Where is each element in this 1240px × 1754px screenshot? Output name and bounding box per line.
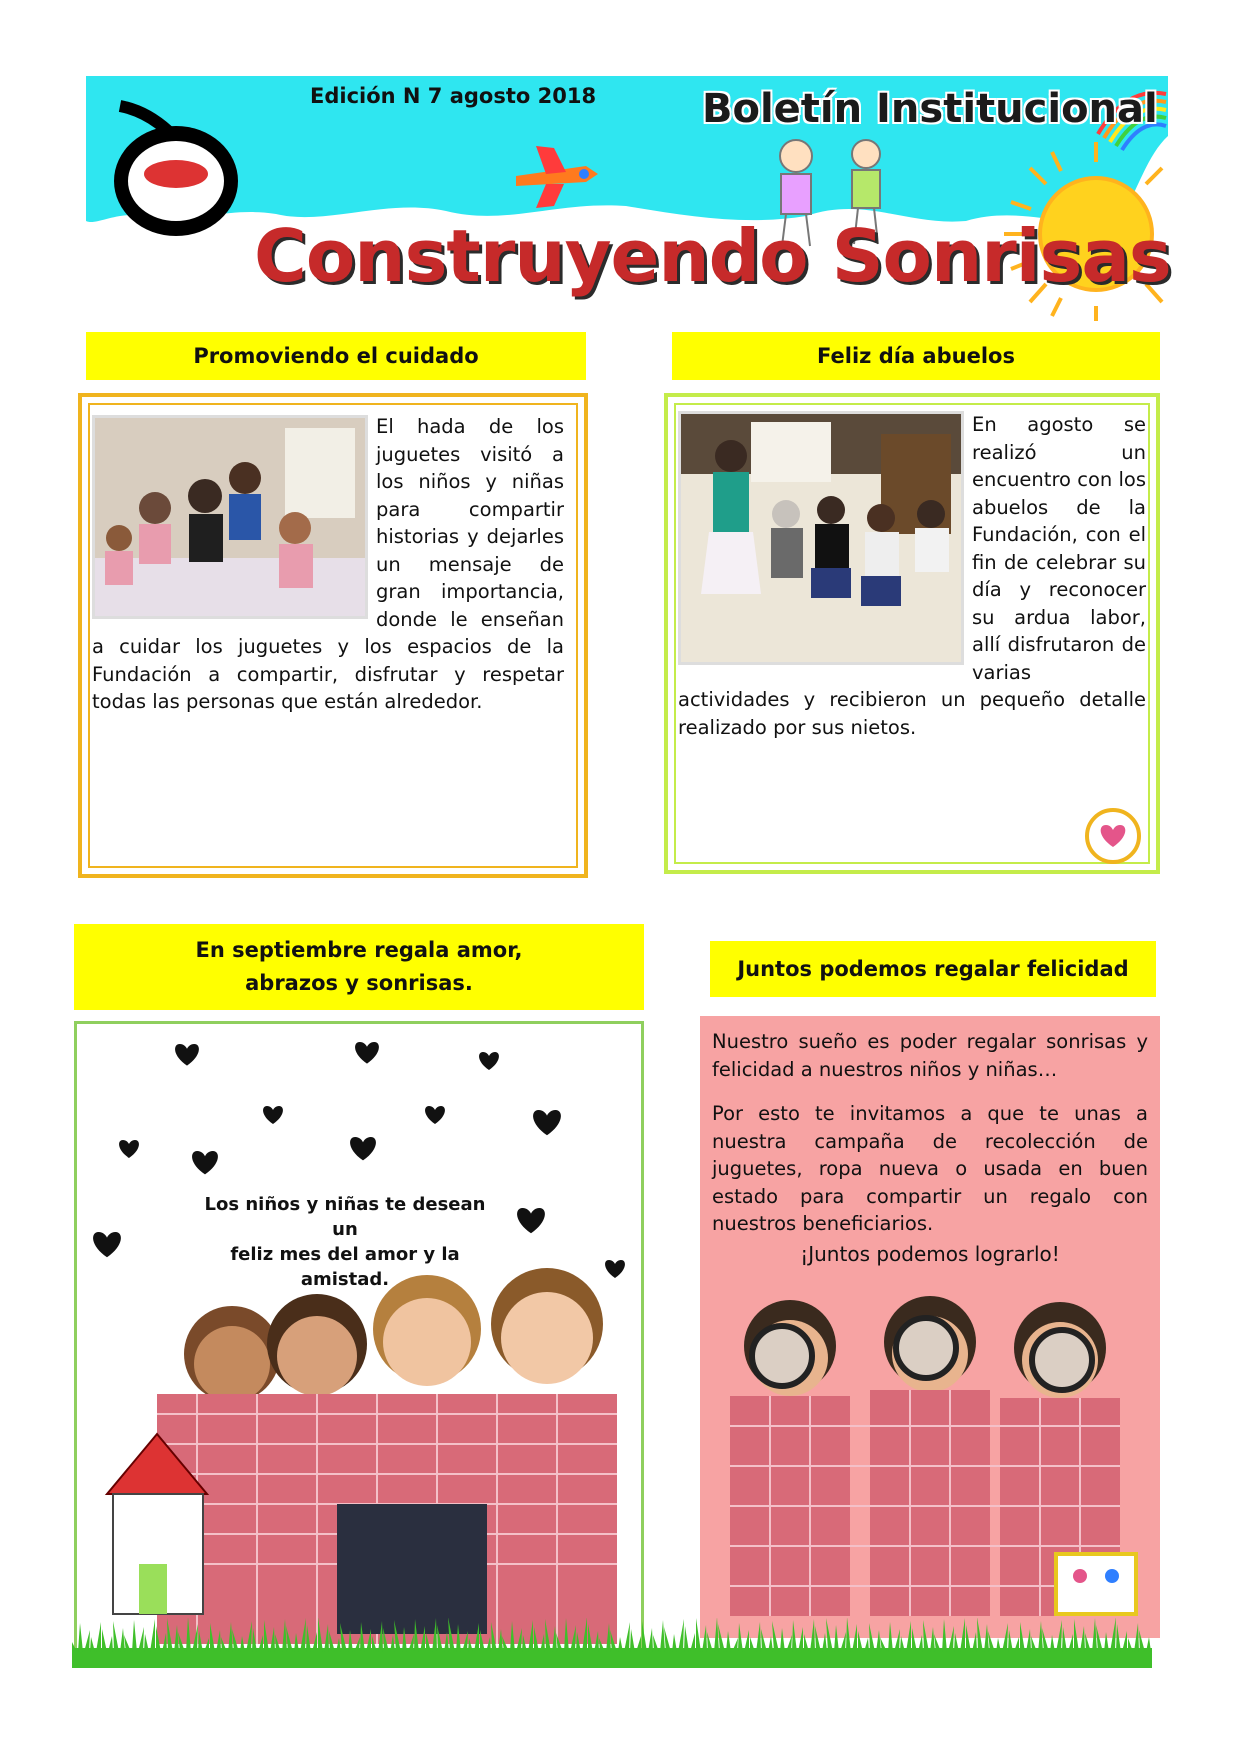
article-grandparents-text [678, 411, 1146, 741]
grass-blade [306, 1625, 311, 1652]
heading-line-1: En septiembre regala amor, [195, 938, 523, 963]
grass-blade [738, 1623, 743, 1652]
grass-blade [192, 1624, 198, 1652]
grass-blade [826, 1618, 833, 1652]
grass-blade [336, 1638, 341, 1652]
grass-blade [588, 1624, 593, 1652]
grass-blade [540, 1634, 545, 1652]
grass-blade [426, 1633, 431, 1652]
grass-blade [846, 1618, 851, 1652]
grass-blade [660, 1620, 665, 1652]
grass-blade [960, 1618, 965, 1652]
grass-blade [240, 1636, 245, 1652]
grass-blade [894, 1629, 900, 1652]
grass-blade [246, 1621, 252, 1652]
grass-blade [684, 1626, 689, 1652]
grass-blade [906, 1621, 911, 1652]
grass-blade [275, 1634, 281, 1652]
grass-blade [318, 1618, 323, 1652]
grass-blade [1056, 1620, 1062, 1652]
grass-blade [186, 1618, 191, 1652]
grass-blade [696, 1618, 701, 1652]
section-heading-together: Juntos podemos regalar felicidad [710, 941, 1156, 997]
grass-blade [252, 1628, 257, 1652]
grass-blade [448, 1618, 455, 1652]
grass-blade [984, 1624, 989, 1652]
grass-blade [174, 1625, 179, 1652]
message-line-2: feliz mes del amor y la amistad. [230, 1244, 460, 1290]
grass-blade [923, 1620, 929, 1652]
grass-blade [761, 1629, 767, 1652]
grass-blade [437, 1625, 443, 1652]
grass-blade [780, 1628, 785, 1652]
grass-blade [1038, 1621, 1043, 1652]
grass-blade [528, 1620, 533, 1652]
grass-blade [408, 1634, 414, 1652]
grass-blade [864, 1638, 869, 1652]
grass-blade [383, 1628, 389, 1652]
grass-blade [618, 1637, 623, 1652]
article-grandparents-paragraph: En agosto se realizó un encuentro con los abuelos de la Fundación, con el fin de celebrar su día y reconocer su ardua labor, allí disfrutaron de varias actividades y recibieron un pequeño detalle realizado por sus nietos. [678, 413, 1146, 739]
grass-blade [132, 1620, 137, 1652]
grass-blade [432, 1618, 437, 1652]
heading-line-2: abrazos y sonrisas. [245, 971, 473, 995]
grass-blade [1074, 1619, 1079, 1652]
grass-blade [210, 1623, 215, 1652]
grass-blade [1008, 1630, 1013, 1652]
magnifier-kids-photo [700, 1286, 1160, 1638]
grass-blade [954, 1633, 959, 1652]
together-panel [700, 1016, 1160, 1638]
grass-blade [768, 1636, 773, 1652]
grass-blade [216, 1630, 221, 1652]
photo-spacer [678, 411, 960, 673]
grass-blade [366, 1629, 371, 1652]
grass-blade [732, 1638, 738, 1652]
grass-blade [714, 1618, 719, 1652]
grass-blade [582, 1618, 587, 1652]
grass-blade [570, 1625, 576, 1652]
grass-blade [792, 1620, 797, 1652]
grass-blade [1096, 1625, 1103, 1652]
grass-blade [552, 1626, 557, 1652]
grass-blade [690, 1633, 695, 1652]
grass-blade [1031, 1636, 1037, 1652]
grass-blade [1128, 1638, 1133, 1652]
grass-blade [1020, 1622, 1025, 1652]
grass-blade [294, 1633, 299, 1652]
grass-blade [972, 1632, 977, 1652]
grass-blade [394, 1620, 401, 1652]
grass-blade [510, 1621, 515, 1652]
grass-blade [576, 1632, 581, 1652]
grass-blade [718, 1624, 725, 1652]
grass-blade [876, 1630, 881, 1652]
grass-blade [822, 1633, 827, 1652]
edition-label: Edición N 7 agosto 2018 [310, 84, 597, 108]
grass-blade [162, 1633, 167, 1652]
grass-blade [498, 1629, 503, 1652]
grass-blade [90, 1637, 95, 1652]
grass-blade [702, 1625, 707, 1652]
grass-blade [1014, 1637, 1019, 1652]
grass-blade [113, 1621, 119, 1652]
grass-blade [678, 1619, 684, 1652]
grass-blade [444, 1632, 449, 1652]
grass-blade [756, 1622, 761, 1652]
grass-blade [1134, 1623, 1139, 1652]
grass-blade [1085, 1633, 1091, 1652]
together-paragraph-1: Nuestro sueño es poder regalar sonrisas y felicidad a nuestros niños y niñas… [712, 1030, 1148, 1081]
grass-blade [108, 1636, 113, 1652]
september-panel [74, 1021, 644, 1653]
section-heading-care: Promoviendo el cuidado [86, 332, 586, 380]
grass-blade [534, 1627, 539, 1652]
grass-blade [948, 1626, 954, 1652]
september-message [195, 1192, 495, 1292]
page-title: Construyendo Sonrisas [254, 214, 1171, 298]
article-care-text [92, 413, 564, 716]
grass-blade [648, 1628, 653, 1652]
grass-blade [282, 1619, 287, 1652]
grass-blade [204, 1638, 209, 1652]
grass-blade [360, 1622, 365, 1652]
grass-decoration [72, 1618, 1152, 1668]
grass-blade [624, 1622, 630, 1652]
grass-blade [594, 1631, 599, 1652]
section-heading-september [74, 924, 644, 1010]
grass-blade [300, 1618, 306, 1652]
grass-blade [456, 1624, 461, 1652]
grass-blade [1068, 1634, 1073, 1652]
grass-blade [996, 1638, 1001, 1652]
bulletin-title: Boletín Institucional [702, 86, 1158, 132]
grass-blade [869, 1623, 875, 1652]
together-paragraph-2: Por esto te invitamos a que te unas a nuestra campaña de recolección de juguetes, ropa nueva o usada en buen estado para compartir un regalo con nuestros beneficiarios. [712, 1102, 1148, 1235]
section-heading-grandparents: Feliz día abuelos [672, 332, 1160, 380]
article-grandparents-box [664, 393, 1160, 874]
swing-drawing-icon [1056, 1554, 1136, 1614]
grass-blade [1139, 1630, 1145, 1652]
grass-blade [486, 1637, 491, 1652]
grass-blade [1026, 1629, 1031, 1652]
grass-blade [599, 1638, 605, 1652]
grass-blade [324, 1624, 329, 1652]
grass-blade [888, 1622, 893, 1652]
message-line-1: Los niños y niñas te desean un [204, 1194, 486, 1240]
grass-blade [468, 1638, 473, 1652]
grass-blade [150, 1619, 155, 1652]
grass-blade [977, 1618, 983, 1652]
grass-blade [228, 1622, 233, 1652]
grass-blade [96, 1622, 101, 1652]
grass-blade [966, 1625, 971, 1652]
grass-blade [912, 1628, 917, 1652]
grass-blade [930, 1627, 935, 1652]
grass-blade [516, 1628, 522, 1652]
grass-blade [852, 1624, 857, 1652]
grass-blade [522, 1635, 527, 1652]
grass-blade [198, 1631, 203, 1652]
grass-blade [606, 1623, 611, 1652]
grass-blade [1116, 1624, 1121, 1652]
grass-blade [786, 1635, 792, 1652]
article-care-paragraph: El hada de los juguetes visitó a los niños y niñas para compartir historias y dejarles un mensaje de gran importancia, donde le enseñan a cuidar los juguetes y los espacios de la Fundación a compartir, disfrutar y respetar todas las personas que están alrededor. [92, 415, 564, 713]
grass-blade [402, 1627, 407, 1652]
grass-blade [1050, 1635, 1055, 1652]
grass-blade [918, 1635, 923, 1652]
grass-blade [348, 1630, 353, 1652]
grass-blade [798, 1627, 803, 1652]
grass-blade [378, 1621, 383, 1652]
grass-blade [672, 1634, 677, 1652]
grass-blade [1110, 1618, 1116, 1652]
grass-blade [653, 1635, 659, 1652]
grass-blade [834, 1625, 839, 1652]
grass-blade [1092, 1618, 1097, 1652]
grass-blade [726, 1631, 731, 1652]
grass-blade [545, 1619, 551, 1652]
grass-blade [78, 1623, 83, 1652]
grass-blade [564, 1618, 569, 1652]
grass-blade [167, 1618, 173, 1652]
grass-blade [414, 1619, 419, 1652]
grass-blade [1002, 1623, 1008, 1652]
grass-blade [630, 1629, 635, 1652]
grass-blade [144, 1634, 149, 1652]
grass-blade [390, 1635, 395, 1652]
grass-blade [270, 1627, 275, 1652]
heart-badge-icon [1084, 807, 1142, 865]
article-care-box [78, 393, 588, 878]
grass-blade [102, 1629, 107, 1652]
grass-blade [642, 1621, 647, 1652]
grass-blade [815, 1626, 821, 1652]
grass-blade [120, 1628, 125, 1652]
grass-blade [810, 1619, 815, 1652]
grass-blade [474, 1623, 479, 1652]
together-slogan: ¡Juntos podemos lograrlo! [800, 1242, 1060, 1266]
photo-spacer [92, 413, 364, 618]
grass-blade [707, 1632, 713, 1652]
grass-blade [1146, 1637, 1151, 1652]
grass-blade [1080, 1626, 1085, 1652]
grass-blade [942, 1619, 947, 1652]
grass-blade [1062, 1627, 1067, 1652]
grass-blade [772, 1621, 779, 1652]
grass-blade [840, 1632, 846, 1652]
grass-blade [491, 1622, 497, 1652]
grass-blade [750, 1637, 755, 1652]
hearts-decoration [77, 1024, 644, 1653]
grass-blade [1104, 1632, 1109, 1652]
grass-blade [312, 1632, 317, 1652]
grass-blade [264, 1620, 269, 1652]
grass-blade [804, 1634, 809, 1652]
grass-blade [340, 1623, 347, 1652]
hugging-kids-photo [157, 1268, 617, 1644]
grass-blade [900, 1636, 905, 1652]
